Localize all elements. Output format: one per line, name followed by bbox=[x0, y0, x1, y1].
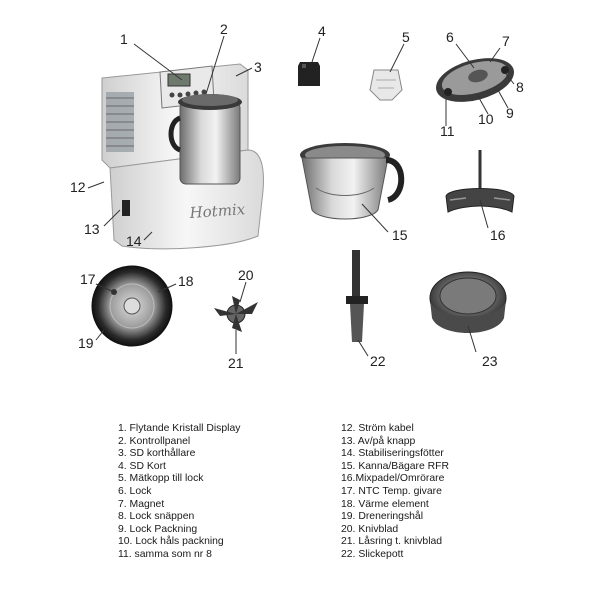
legend-item: 6. Lock bbox=[118, 485, 152, 497]
callout-7: 7 bbox=[502, 33, 510, 49]
callout-10: 10 bbox=[478, 111, 494, 127]
callout-4: 4 bbox=[318, 23, 326, 39]
legend-item: 19. Dreneringshål bbox=[341, 511, 424, 523]
food-processor-main-unit bbox=[102, 64, 263, 249]
legend-item: 8. Lock snäppen bbox=[118, 511, 195, 523]
callout-23: 23 bbox=[482, 353, 498, 369]
callout-21: 21 bbox=[228, 355, 244, 371]
legend-item: 11. samma som nr 8 bbox=[118, 548, 212, 560]
legend-item: 3. SD korthållare bbox=[118, 448, 196, 460]
callout-1: 1 bbox=[120, 31, 128, 47]
callout-15: 15 bbox=[392, 227, 408, 243]
callout-2: 2 bbox=[220, 21, 228, 37]
callout-5: 5 bbox=[402, 29, 410, 45]
measuring-cup bbox=[370, 70, 402, 100]
heating-plate bbox=[92, 266, 172, 346]
legend-item: 1. Flytande Kristall Display bbox=[118, 423, 241, 434]
jug bbox=[300, 143, 401, 219]
callout-17: 17 bbox=[80, 271, 96, 287]
legend-item: 9. Lock Packning bbox=[118, 523, 198, 535]
legend-item: 13. Av/på knapp bbox=[341, 435, 416, 447]
jar-on-base bbox=[171, 94, 242, 184]
callout-11: 11 bbox=[440, 123, 455, 139]
legend-left-column bbox=[118, 423, 240, 562]
callout-19: 19 bbox=[78, 335, 94, 351]
spatula bbox=[346, 250, 368, 342]
callout-13: 13 bbox=[84, 221, 100, 237]
lid bbox=[431, 50, 519, 109]
legend-item: 12. Ström kabel bbox=[341, 423, 414, 434]
callout-22: 22 bbox=[370, 353, 386, 369]
legend-item: 4. SD Kort bbox=[118, 460, 166, 472]
callout-18: 18 bbox=[178, 273, 194, 289]
knife-blade bbox=[214, 296, 258, 332]
legend-item: 2. Kontrollpanel bbox=[118, 435, 191, 447]
legend-item: 17. NTC Temp. givare bbox=[341, 485, 442, 497]
brand-logo: Hotmix bbox=[189, 200, 246, 222]
legend-item: 18. Värme element bbox=[341, 498, 429, 510]
legend-item: 16.Mixpadel/Omrörare bbox=[341, 473, 445, 485]
sd-card bbox=[298, 62, 320, 86]
callout-8: 8 bbox=[516, 79, 524, 95]
callout-16: 16 bbox=[490, 227, 506, 243]
power-switch bbox=[122, 200, 130, 216]
legend-item: 22. Slickepott bbox=[341, 548, 404, 560]
callout-6: 6 bbox=[446, 29, 454, 45]
legend-item: 14. Stabiliseringsfötter bbox=[341, 448, 444, 460]
legend-item: 20. Knivblad bbox=[341, 523, 399, 535]
legend-item: 21. Låsring t. knivblad bbox=[341, 536, 443, 548]
callout-12: 12 bbox=[70, 179, 86, 195]
mixing-paddle bbox=[446, 150, 514, 212]
legend-right-column bbox=[341, 423, 449, 562]
callout-3: 3 bbox=[254, 59, 262, 75]
legend-item: 10. Lock håls packning bbox=[118, 536, 224, 548]
callout-14: 14 bbox=[126, 233, 142, 249]
lcd-display bbox=[168, 74, 190, 86]
legend-item: 5. Mätkopp till lock bbox=[118, 473, 204, 485]
legend-item: 7. Magnet bbox=[118, 498, 165, 510]
steam-basket bbox=[430, 272, 506, 333]
callout-20: 20 bbox=[238, 267, 254, 283]
legend-item: 15. Kanna/Bägare RFR bbox=[341, 460, 450, 472]
side-vent-grille bbox=[106, 92, 134, 152]
callout-9: 9 bbox=[506, 105, 514, 121]
